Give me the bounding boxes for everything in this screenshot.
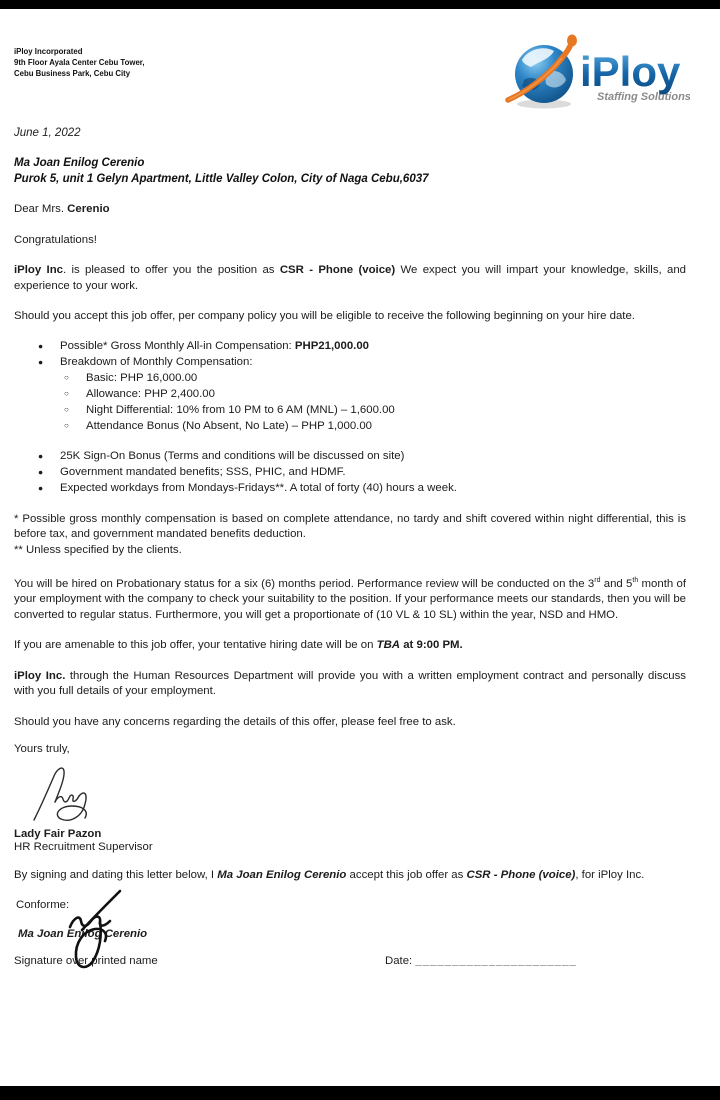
benefits-list xyxy=(38,448,686,496)
list-item: ○ Night Differential: 10% from 10 PM to 6 AM (MNL) – 1,600.00 xyxy=(64,403,395,416)
amenable-paragraph: If you are amenable to this job offer, your tentative hiring date will be on TBA at 9:00 PM. xyxy=(14,639,463,652)
date-label: Date: xyxy=(385,954,413,967)
signer-name: Lady Fair Pazon xyxy=(14,828,102,841)
letter-date: June 1, 2022 xyxy=(14,127,81,139)
compensation-breakdown-list xyxy=(64,370,686,434)
circle-bullet-icon: ○ xyxy=(64,372,69,382)
letter-content xyxy=(0,46,720,971)
list-item: ● Government mandated benefits; SSS, PHIC, and HDMF. xyxy=(38,465,346,478)
recipient-name: Ma Joan Enilog Cerenio xyxy=(14,157,145,169)
iploy-logo-graphic xyxy=(504,34,690,112)
list-item: ● Breakdown of Monthly Compensation: xyxy=(38,355,253,368)
acceptance-paragraph: By signing and dating this letter below, I Ma Joan Enilog Cerenio accept this job offer as CSR - Phone (voice), for iPloy Inc. xyxy=(14,869,645,882)
recipient-block xyxy=(14,155,686,187)
hr-signature xyxy=(28,762,686,824)
offer-paragraph: iPloy Inc. is pleased to offer you the position as CSR - Phone (voice) We expect you will impart your knowledge, skills, and experience to your work. xyxy=(14,264,687,292)
logo-brand-text: iPloy xyxy=(580,48,681,95)
signature-line-label: Signature over printed name xyxy=(14,954,158,967)
applicant-signature-scribble xyxy=(58,887,130,979)
circle-bullet-icon: ○ xyxy=(64,420,69,430)
recipient-address: Purok 5, unit 1 Gelyn Apartment, Little Valley Colon, City of Naga Cebu,6037 xyxy=(14,173,429,185)
top-black-bar xyxy=(0,0,720,9)
conforme-block xyxy=(14,899,686,940)
signer-title: HR Recruitment Supervisor xyxy=(14,841,153,854)
company-address-line2: Cebu Business Park, Cebu City xyxy=(14,69,131,78)
bullet-icon: ● xyxy=(38,466,44,477)
list-item: ● 25K Sign-On Bonus (Terms and conditions will be discussed on site) xyxy=(38,449,405,462)
closing-line: Yours truly, xyxy=(14,743,70,755)
list-item: ○ Attendance Bonus (No Absent, No Late) – PHP 1,000.00 xyxy=(64,419,373,432)
swoosh-dot-icon xyxy=(567,35,577,47)
company-address-line1: 9th Floor Ayala Center Cebu Tower, xyxy=(14,58,145,67)
letterhead xyxy=(14,46,690,106)
salutation: Dear Mrs. Cerenio xyxy=(14,203,110,215)
footnote-asterisk: * Possible gross monthly compensation is based on complete attendance, no tardy and shift covered within night differential, this is before tax, and government mandated benefits deduction. xyxy=(14,512,686,540)
probation-paragraph: You will be hired on Probationary status for a six (6) months period. Performance review will be conducted on the 3rd and 5th month of your employment with the company to check your suitability to the position. If your performance meets our standards, then you will be converted to regular status. Furthermore, you will get a proportionate of (10 VL & 10 SL) within the year, NSD and HMO. xyxy=(14,577,686,621)
bullet-icon: ● xyxy=(38,340,44,351)
conforme-printed-name: Ma Joan Enilog Cerenio xyxy=(18,927,148,940)
contract-paragraph: iPloy Inc. through the Human Resources Department will provide you with a written employment contract and personally discuss with you full details of your employment. xyxy=(14,669,686,698)
date-blank-line: ______________________ xyxy=(415,954,577,967)
list-item: ○ Basic: PHP 16,000.00 xyxy=(64,371,198,384)
logo-tagline-text: Staffing Solutions xyxy=(597,91,690,103)
list-item: ● Possible* Gross Monthly All-in Compensation: PHP21,000.00 xyxy=(38,339,369,352)
concerns-paragraph: Should you have any concerns regarding the details of this offer, please feel free to ask. xyxy=(14,715,456,728)
policy-paragraph: Should you accept this job offer, per company policy you will be eligible to receive the following beginning on your hire date. xyxy=(14,310,635,322)
bullet-icon: ● xyxy=(38,450,44,461)
congratulations-line: Congratulations! xyxy=(14,233,97,246)
date-line-field xyxy=(385,955,577,967)
hr-signature-scribble xyxy=(28,762,123,824)
conforme-label: Conforme: xyxy=(16,898,70,911)
bullet-icon: ● xyxy=(38,356,44,367)
compensation-list xyxy=(38,338,686,370)
circle-bullet-icon: ○ xyxy=(64,404,69,414)
list-item: ○ Allowance: PHP 2,400.00 xyxy=(64,387,215,400)
company-logo xyxy=(504,34,690,117)
company-name: iPloy Incorporated xyxy=(14,47,83,56)
list-item: ● Expected workdays from Mondays-Fridays**. A total of forty (40) hours a week. xyxy=(38,481,457,494)
bottom-black-bar xyxy=(0,1086,720,1100)
bullet-icon: ● xyxy=(38,482,44,493)
footnote-double-asterisk: ** Unless specified by the clients. xyxy=(14,543,182,556)
circle-bullet-icon: ○ xyxy=(64,388,69,398)
